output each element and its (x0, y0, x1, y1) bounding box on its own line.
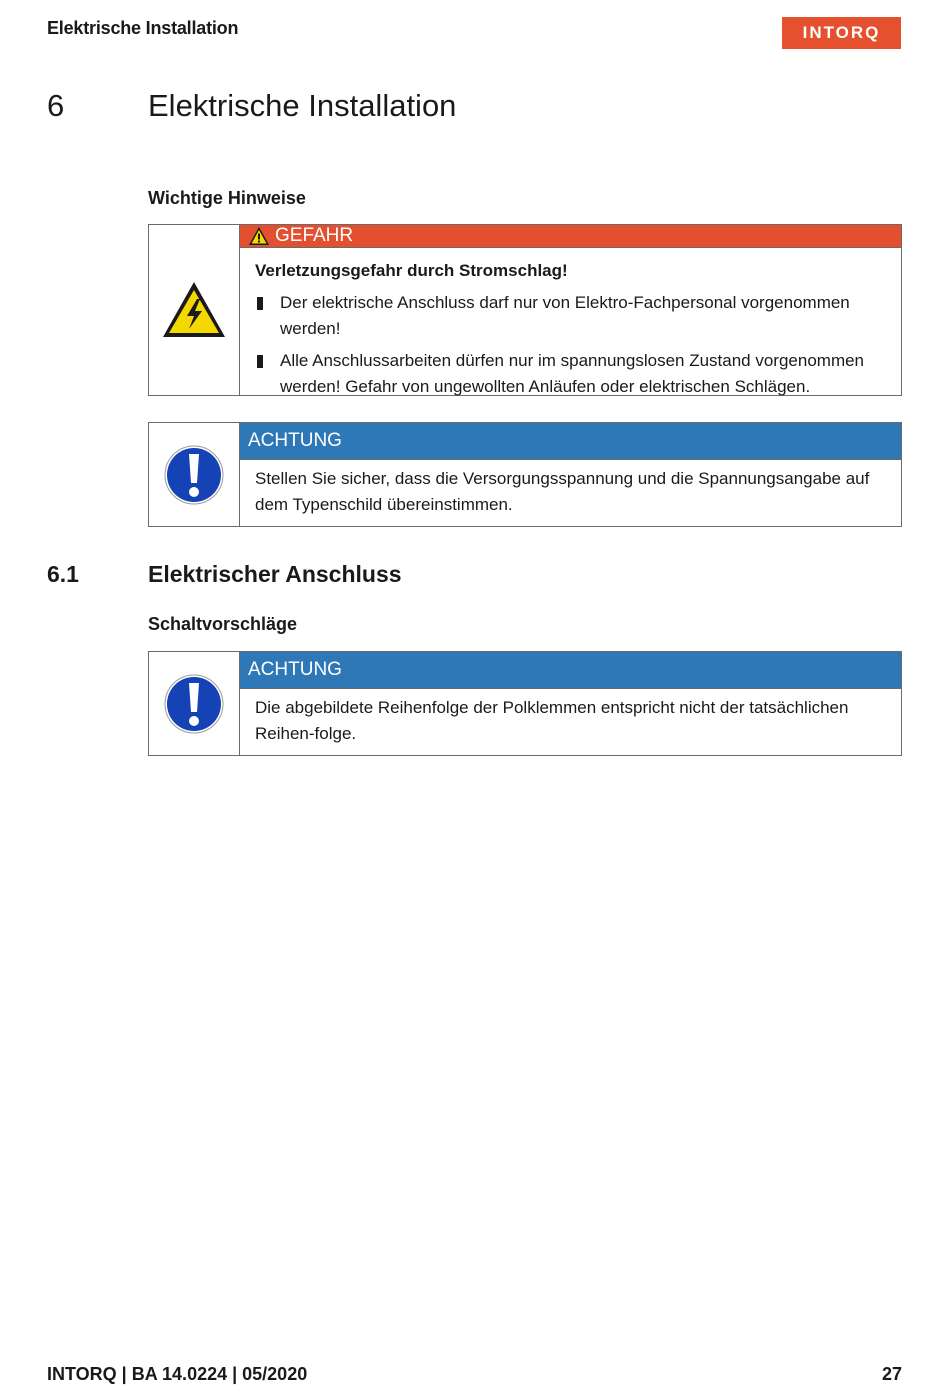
attention-icon-cell (149, 652, 240, 755)
bullet-icon (257, 355, 263, 368)
chapter-number: 6 (47, 88, 65, 123)
danger-lead: Verletzungsgefahr durch Stromschlag! (255, 261, 568, 280)
mandatory-exclamation-icon (164, 674, 224, 734)
attention-icon-cell (149, 423, 240, 526)
mandatory-exclamation-icon (164, 445, 224, 505)
list-item (255, 290, 891, 342)
section-title: Elektrischer Anschluss (148, 561, 402, 587)
section-subheading: Schaltvorschläge (148, 614, 298, 634)
bullet-icon (257, 297, 263, 310)
warning-triangle-icon (248, 226, 270, 246)
attention-text: Die abgebildete Reihenfolge der Polklemmen entspricht nicht der tatsächlichen Reihen-folge. (255, 698, 849, 743)
danger-notice (148, 224, 902, 396)
attention-label: ACHTUNG (248, 430, 342, 451)
section-number: 6.1 (47, 561, 79, 587)
footer-document-id: INTORQ | BA 14.0224 | 05/2020 (47, 1364, 308, 1384)
attention-notice (148, 651, 902, 756)
important-notes-heading: Wichtige Hinweise (148, 188, 306, 208)
high-voltage-warning-icon (160, 279, 228, 341)
danger-label: GEFAHR (275, 225, 354, 246)
intorq-logo: INTORQ (782, 17, 901, 49)
list-item (255, 348, 891, 400)
attention-band (240, 652, 901, 689)
attention-notice (148, 422, 902, 527)
attention-band (240, 423, 901, 460)
chapter-title: Elektrische Installation (148, 88, 457, 123)
attention-label: ACHTUNG (248, 659, 342, 680)
danger-band (240, 225, 901, 248)
list-item-text: Der elektrische Anschluss darf nur von Elektro-Fachpersonal vorgenommen werden! (280, 293, 850, 338)
running-header: Elektrische Installation (47, 18, 239, 38)
page-number: 27 (881, 1364, 902, 1384)
attention-text: Stellen Sie sicher, dass die Versorgungsspannung und die Spannungsangabe auf dem Typenschild übereinstimmen. (255, 469, 870, 514)
list-item-text: Alle Anschlussarbeiten dürfen nur im spannungslosen Zustand vorgenommen werden! Gefahr von ungewollten Anläufen oder elektrischen Schlägen. (280, 351, 865, 396)
danger-icon-cell (149, 225, 240, 395)
